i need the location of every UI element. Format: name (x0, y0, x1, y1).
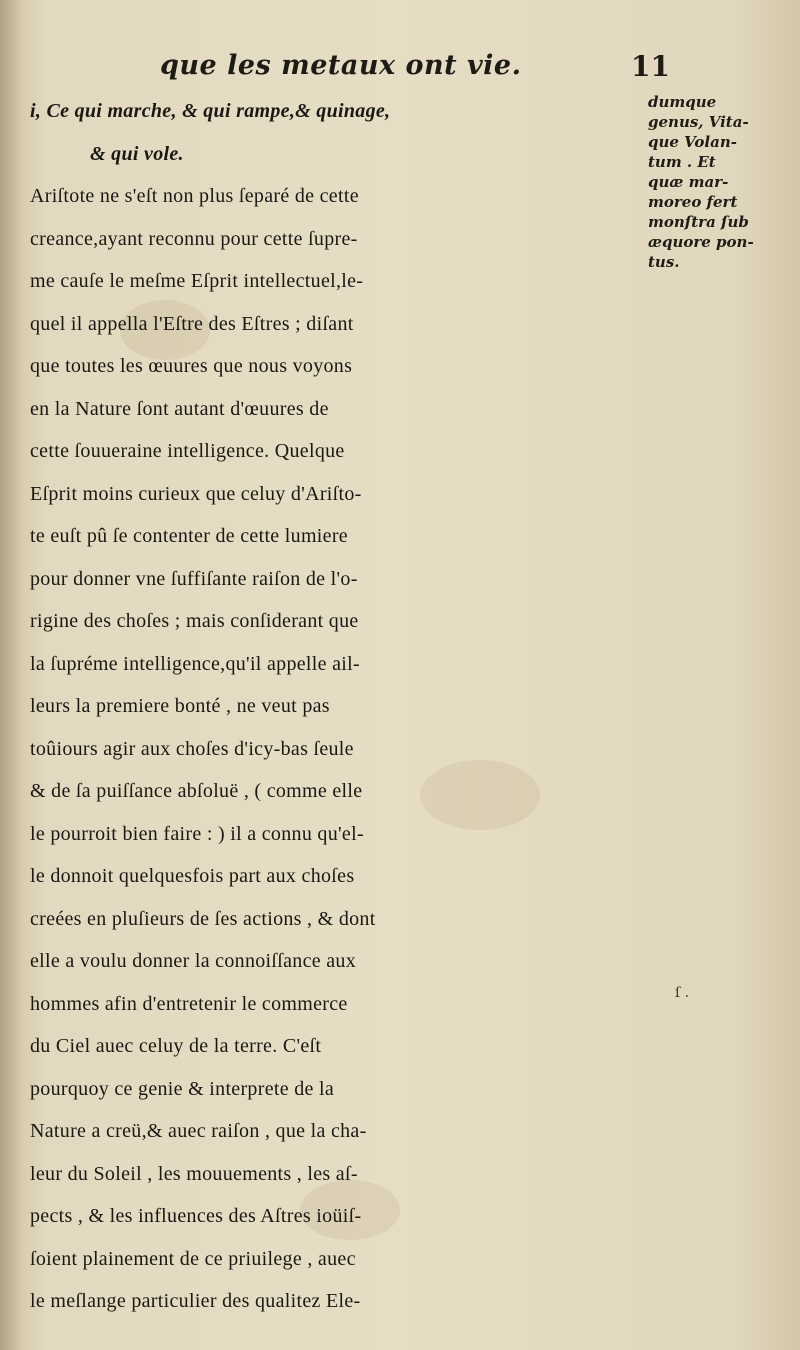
text-line: la ſupréme intelligence,qu'il appelle ail- (30, 652, 360, 675)
text-line: le meſlange particulier des qualitez Ele- (30, 1290, 361, 1312)
text-line: hommes afin d'entretenir le commerce (30, 992, 348, 1015)
margin-line: æquore pon- (648, 233, 754, 251)
text-line: pour donner vne ſuffiſante raiſon de l'o- (30, 567, 358, 590)
margin-line: monſtra ſub (648, 213, 749, 231)
body-text (30, 90, 650, 1323)
text-line: Nature a creü,& auec raiſon , que la cha- (30, 1120, 367, 1142)
margin-line: que Volan- (648, 133, 737, 151)
text-line: le donnoit quelquesfois part aux choſes (30, 865, 355, 887)
margin-line: genus, Vita- (648, 113, 749, 131)
text-line: ſoient plainement de ce priuilege , auec (30, 1247, 356, 1270)
running-title: que les metaux ont vie. (160, 50, 522, 81)
text-line: rigine des choſes ; mais conſiderant que (30, 610, 359, 632)
text-line: te euſt pû ſe contenter de cette lumiere (30, 525, 348, 547)
text-line: quel il appella l'Eſtre des Eſtres ; diſant (30, 312, 354, 335)
text-line: Eſprit moins curieux que celuy d'Ariſto- (30, 482, 362, 505)
text-line: & qui vole. (90, 142, 184, 165)
page-header (140, 50, 670, 90)
text-line: creance,ayant reconnu pour cette ſupre- (30, 227, 358, 250)
text-line: pourquoy ce genie & interprete de la (30, 1077, 335, 1100)
text-line: & de ſa puiſſance abſoluë , ( comme elle (30, 780, 363, 802)
margin-line: dumque (648, 93, 717, 111)
gutter-shadow (0, 0, 22, 1350)
text-line: i, Ce qui marche, & qui rampe,& quinage, (30, 100, 391, 122)
text-line: le pourroit bien faire : ) il a connu qu'el- (30, 822, 364, 845)
text-line: leurs la premiere bonté , ne veut pas (30, 695, 330, 717)
marginal-note (648, 92, 798, 272)
text-line: Ariſtote ne s'eſt non plus ſeparé de cette (30, 185, 359, 207)
text-line: me cauſe le meſme Eſprit intellectuel,le- (30, 270, 364, 292)
text-line: creées en pluſieurs de ſes actions , & dont (30, 907, 376, 930)
margin-line: tum . Et (648, 153, 716, 171)
text-line: elle a voulu donner la connoiſſance aux (30, 950, 357, 972)
text-line: toûiours agir aux choſes d'icy-bas ſeule (30, 737, 354, 760)
stray-ink-mark: ſ . (675, 985, 690, 1001)
text-line: en la Nature ſont autant d'œuures de (30, 397, 329, 420)
text-line: pects , & les influences des Aſtres ioüiſ- (30, 1205, 362, 1227)
page-number: 11 (631, 50, 670, 83)
margin-line: quæ mar- (648, 173, 729, 191)
text-line: leur du Soleil , les mouuements , les aſ- (30, 1162, 358, 1185)
text-line: cette ſouueraine intelligence. Quelque (30, 440, 345, 462)
text-line: que toutes les œuures que nous voyons (30, 355, 353, 377)
text-line: du Ciel auec celuy de la terre. C'eſt (30, 1035, 322, 1057)
margin-line: tus. (648, 253, 680, 271)
margin-line: moreo fert (648, 193, 738, 211)
